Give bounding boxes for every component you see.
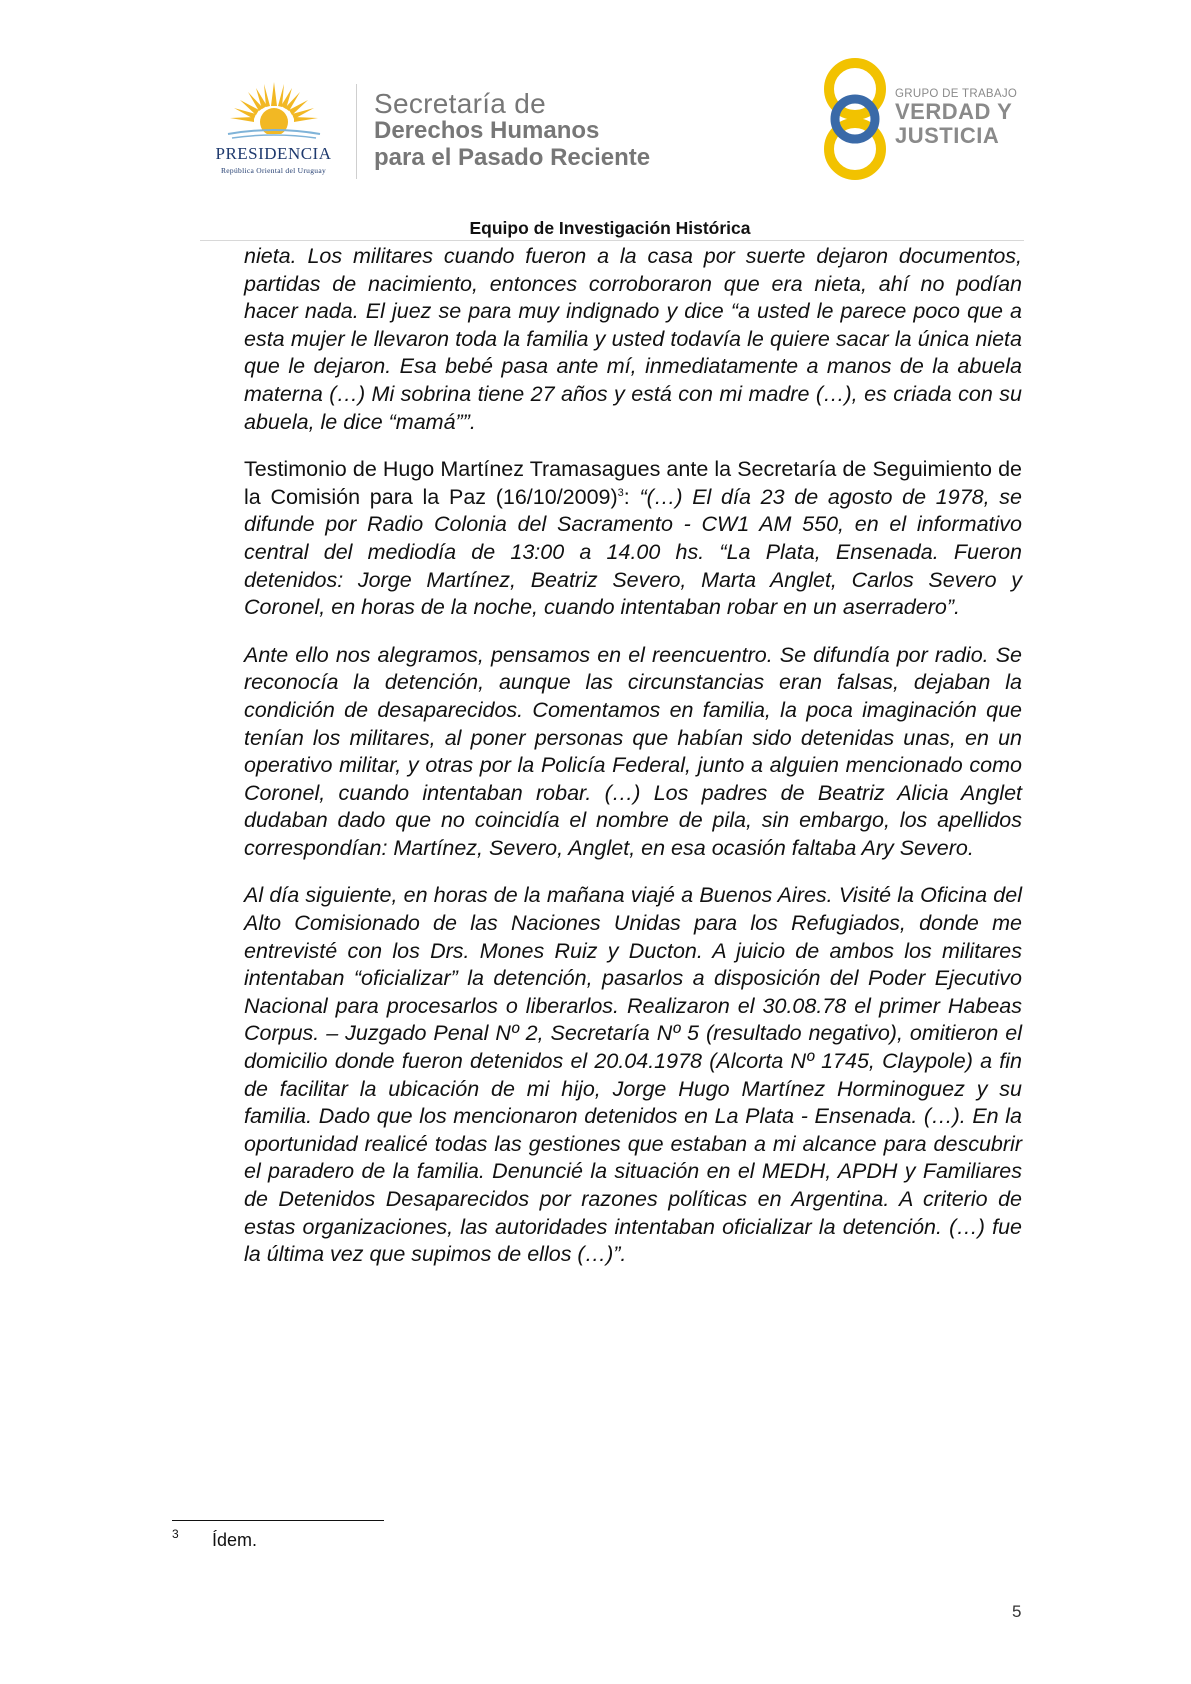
header-rule [200, 240, 1024, 241]
footnote-rule [172, 1520, 384, 1521]
sun-icon [226, 80, 322, 146]
verdad-justicia-logo [820, 56, 890, 187]
presidencia-logo [196, 80, 356, 180]
paragraph-3: Ante ello nos alegramos, pensamos en el reencuentro. Se difundía por radio. Se reconocía la detención, aunque las circunstancias eran falsas, dejaban la condición de desaparecidos. Comentamos en familia, la poca imaginación que tenían los militares, al poner personas que habían sido detenidas unas, en un operativo militar, y otras por la Policía Federal, junto a alguien mencionado como Coronel, cuando intentaban robar. (…) Los padres de Beatriz Alicia Anglet dudaban dado que no coincidía el nombre de pila, sin embargo, los apellidos correspondían: Martínez, Severo, Anglet, en esa ocasión faltaba Ary Severo. [244, 642, 1022, 860]
secretaria-line-1: Secretaría de [374, 88, 546, 119]
team-header: Equipo de Investigación Histórica [469, 218, 751, 238]
presidencia-subtitle: República Oriental del Uruguay [220, 166, 326, 175]
paragraph-2-colon: : [623, 484, 640, 509]
paragraph-4: Al día siguiente, en horas de la mañana viajé a Buenos Aires. Visité la Oficina del Alto Comisionado de las Naciones Unidas para los Refugiados, donde me entrevisté con los Drs. Mones Ruiz y Ducton. A juicio de ambos los militares intentaban “oficializar” la detención, pasarlos a disposición del Poder Ejecutivo Nacional para procesarlos o liberarlos. Realizaron el 30.08.78 el primer Habeas Corpus. – Juzgado Penal Nº 2, Secretaría Nº 5 (resultado negativo), omitieron el domicilio donde fueron detenidos el 20.04.1978 (Alcorta Nº 1745, Claypole) a fin de facilitar la ubicación de mi hijo, Jorge Hugo Martínez Horminoguez y su familia. Dado que los mencionaron detenidos en La Plata - Ensenada. (…). En la oportunidad realicé todas las gestiones que estaban a mi alcance para descubrir el paradero de la familia. Denuncié la situación en el MEDH, APDH y Familiares de Detenidos Desaparecidos por razones políticas en Argentina. A criterio de estas organizaciones, las autoridades intentaban oficializar la detención. (…) fue la última vez que supimos de ellos (…)”. [244, 883, 1022, 1267]
grupo-line-3: JUSTICIA [895, 123, 1000, 148]
rings-icon [820, 56, 890, 182]
paragraph-2-lead: Testimonio de Hugo Martínez Tramasagues ante la Secretaría de Seguimiento de la Comisión para la Paz (16/10/2009) [244, 457, 1022, 509]
secretaria-line-2: Derechos Humanos [374, 117, 600, 144]
secretaria-title [374, 90, 650, 171]
document-body [244, 243, 1022, 1289]
footnote-number: 3 [172, 1527, 179, 1541]
grupo-line-2: VERDAD Y [895, 99, 1013, 124]
footnote-ref: 3 [617, 486, 624, 499]
logo-divider [356, 84, 357, 179]
page-number: 5 [1012, 1602, 1022, 1621]
paragraph-2 [244, 456, 1022, 622]
paragraph-1: nieta. Los militares cuando fueron a la casa por suerte dejaron documentos, partidas de nacimiento, entonces corroboraron que era nieta, ahí no podían hacer nada. El juez se para muy indignado y dice “a usted le parece poco que a esta mujer le llevaron toda la familia y usted todavía le quiere sacar la única nieta que le dejaron. Esa bebé pasa ante mí, inmediatamente a manos de la abuela materna (…) Mi sobrina tiene 27 años y está con mi madre (…), es criada con su abuela, le dice “mamá””. [244, 244, 1022, 434]
presidencia-name: PRESIDENCIA [215, 144, 332, 163]
grupo-line-1: GRUPO DE TRABAJO [895, 88, 1018, 100]
secretaria-line-3: para el Pasado Reciente [374, 144, 651, 171]
paragraph-2-quote: “(…) El día 23 de agosto de 1978, se difunde por Radio Colonia del Sacramento - CW1 AM 550, en el informativo central del mediodía de 13:00 a 14.00 hs. “La Plata, Ensenada. Fueron detenidos: Jorge Martínez, Beatriz Severo, Marta Anglet, Carlos Severo y Coronel, en horas de la noche, cuando intentaban robar en un aserradero”. [244, 484, 1023, 620]
verdad-justicia-text [895, 88, 1017, 148]
footnote-text: Ídem. [212, 1530, 258, 1550]
